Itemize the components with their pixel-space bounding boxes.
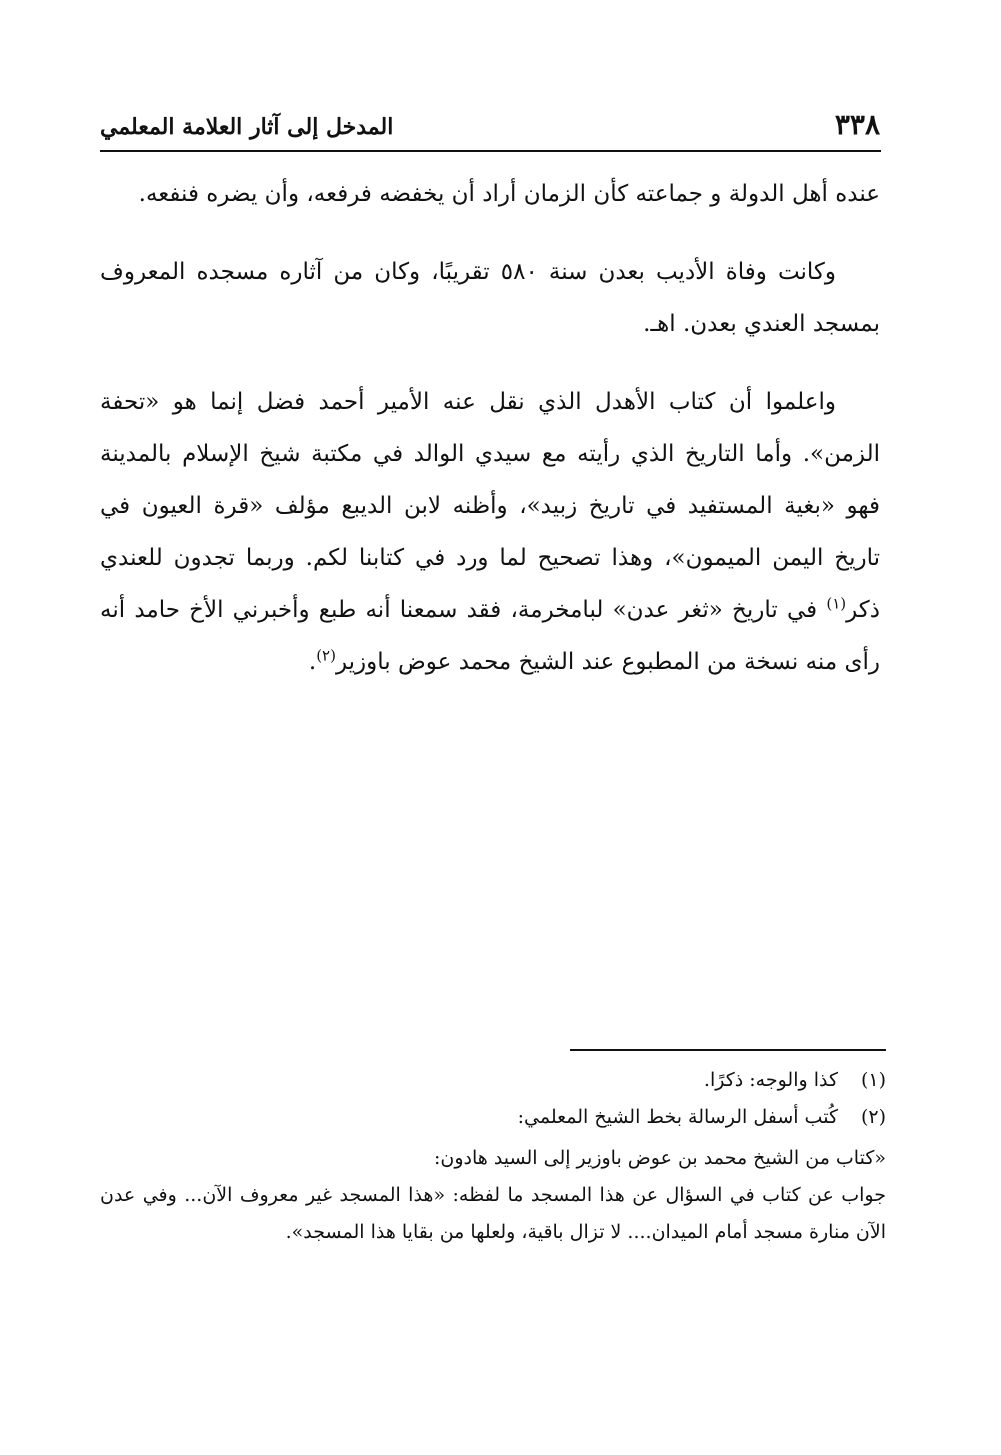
footnote-1-number: (١): [860, 1069, 886, 1091]
paragraph-1: عنده أهل الدولة و جماعته كأن الزمان أراد أن يخفضه فرفعه، وأن يضره فنفعه.: [138, 181, 880, 207]
paragraph-3: [100, 376, 880, 688]
running-title: المدخل إلى آثار العلامة المعلمي: [100, 114, 394, 140]
footnote-rule: [570, 1049, 886, 1051]
footnote-2: [100, 1099, 886, 1136]
paragraph-2: وكانت وفاة الأديب بعدن سنة ٥٨٠ تقريبًا، وكان من آثاره مسجده المعروف بمسجد العندي بعدن. اهـ.: [100, 259, 880, 337]
footnotes: [100, 1062, 886, 1251]
footnote-ref-1[interactable]: (١): [826, 594, 847, 613]
footnote-2-number: (٢): [860, 1106, 886, 1128]
paragraph-3-part-1: واعلموا أن كتاب الأهدل الذي نقل عنه الأمير أحمد فضل إنما هو «تحفة الزمن». وأما التاريخ الذي رأيته مع سيدي الوالد في مكتبة شيخ الإسلام بالمدينة فهو «بغية المستفيد في تاريخ زبيد»، وأظنه لابن الديبع مؤلف «قرة العيون في تاريخ اليمن الميمون»، وهذا تصحيح لما ورد في كتابنا لكم. وربما تجدون للعندي ذكر: [100, 389, 880, 623]
main-text: [100, 168, 880, 714]
final-period: .: [308, 649, 317, 675]
paragraph-3-part-2: في تاريخ «ثغر عدن» لبامخرمة، فقد سمعنا أنه طبع وأخبرني الأخ حامد أنه رأى منه نسخة من المطبوع عند الشيخ محمد عوض باوزير: [100, 597, 880, 675]
header-rule: [100, 150, 881, 152]
footnote-1: [100, 1062, 886, 1099]
footnote-2-text: كُتب أسفل الرسالة بخط الشيخ المعلمي:: [517, 1106, 838, 1128]
footnote-2-quote-line-2: جواب عن كتاب في السؤال عن هذا المسجد ما لفظه: «هذا المسجد غير معروف الآن... وفي عدن الآن منارة مسجد أمام الميدان.... لا تزال باقية، ولعلها من بقايا هذا المسجد».: [100, 1184, 886, 1243]
footnote-ref-2[interactable]: (٢): [316, 646, 336, 665]
footnote-1-text: كذا والوجه: ذكرًا.: [703, 1069, 838, 1091]
page-header: [100, 108, 880, 148]
footnote-2-quote-line-1: «كتاب من الشيخ محمد بن عوض باوزير إلى السيد هادون:: [434, 1147, 886, 1169]
page-number: ٣٣٨: [834, 108, 880, 141]
